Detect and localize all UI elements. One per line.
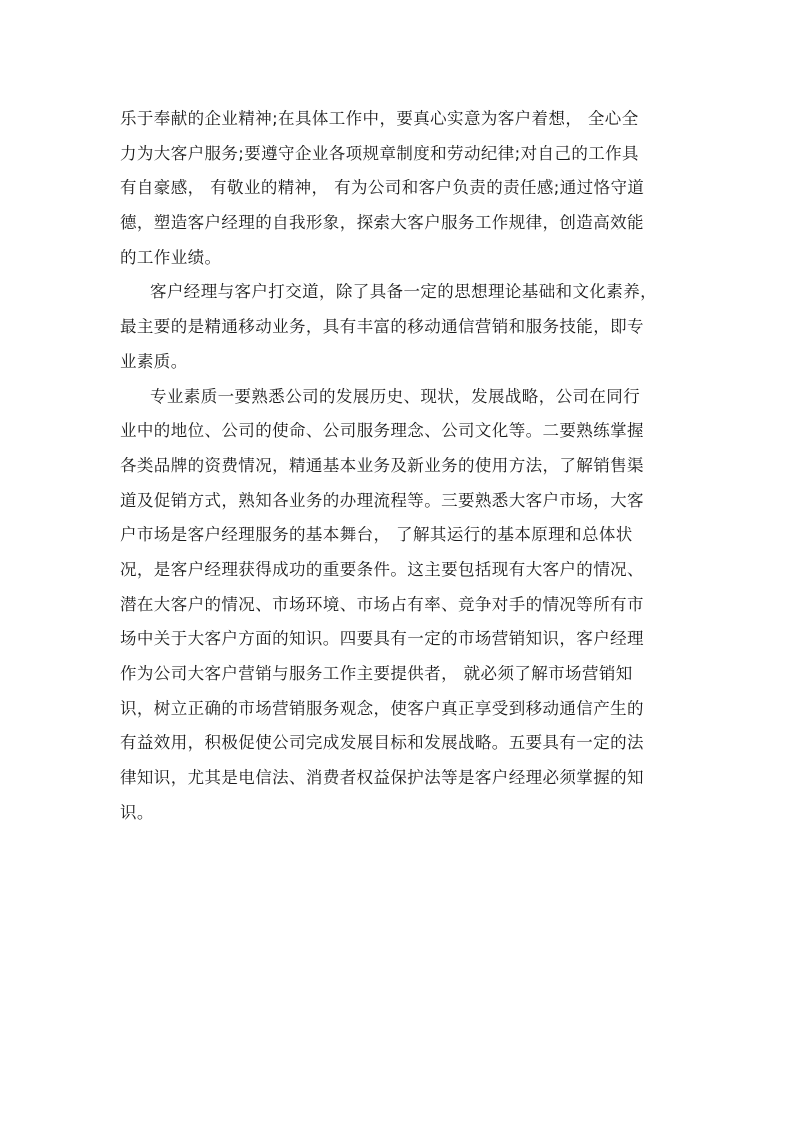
paragraph-1: [120, 102, 676, 275]
paragraph-line: 的工作业绩。: [120, 247, 222, 267]
paragraph-line: 专业素质一要熟悉公司的发展历史、现状，发展战略，公司在同行: [150, 386, 641, 406]
paragraph-line: 各类品牌的资费情况，精通基本业务及新业务的使用方法，了解销售渠: [120, 455, 644, 475]
paragraph-line: 作为公司大客户营销与服务工作主要提供者， 就必须了解市场营销知: [120, 664, 633, 683]
paragraph-line: 有益效用，积极促使公司完成发展目标和发展战略。五要具有一定的法: [120, 733, 644, 753]
paragraph-line: 业中的地位、公司的使命、公司服务理念、公司文化等。二要熟练掌握: [120, 421, 644, 441]
paragraph-line: 况，是客户经理获得成功的重要条件。这主要包括现有大客户的情况、: [120, 559, 644, 579]
paragraph-line: 最主要的是精通移动业务，具有丰富的移动通信营销和服务技能，即专: [120, 317, 644, 337]
document-body: [120, 102, 676, 830]
paragraph-line: 乐于奉献的企业精神;在具体工作中，要真心实意为客户着想， 全心全: [120, 109, 639, 128]
paragraph-line: 力为大客户服务;要遵守企业各项规章制度和劳动纪律;对自己的工作具: [120, 143, 639, 163]
paragraph-line: 识。: [120, 802, 154, 822]
paragraph-3: [120, 380, 676, 831]
paragraph-line: 户市场是客户经理服务的基本舞台， 了解其运行的基本原理和总体状: [120, 525, 633, 545]
paragraph-line: 律知识，尤其是电信法、消费者权益保护法等是客户经理必须掌握的知: [120, 768, 644, 788]
paragraph-line: 识，树立正确的市场营销服务观念，使客户真正享受到移动通信产生的: [120, 698, 644, 718]
paragraph-line: 有自豪感， 有敬业的精神， 有为公司和客户负责的责任感;通过恪守道: [120, 178, 645, 198]
paragraph-line: 潜在大客户的情况、市场环境、市场占有率、竞争对手的情况等所有市: [120, 594, 644, 614]
paragraph-line: 场中关于大客户方面的知识。四要具有一定的市场营销知识，客户经理: [120, 629, 644, 649]
paragraph-2: [120, 275, 676, 379]
paragraph-line: 业素质。: [120, 351, 188, 371]
paragraph-line: 道及促销方式，熟知各业务的办理流程等。三要熟悉大客户市场，大客: [120, 490, 644, 510]
paragraph-line: 客户经理与客户打交道，除了具备一定的思想理论基础和文化素养，: [150, 282, 657, 302]
paragraph-line: 德，塑造客户经理的自我形象，探索大客户服务工作规律，创造高效能: [120, 213, 644, 233]
